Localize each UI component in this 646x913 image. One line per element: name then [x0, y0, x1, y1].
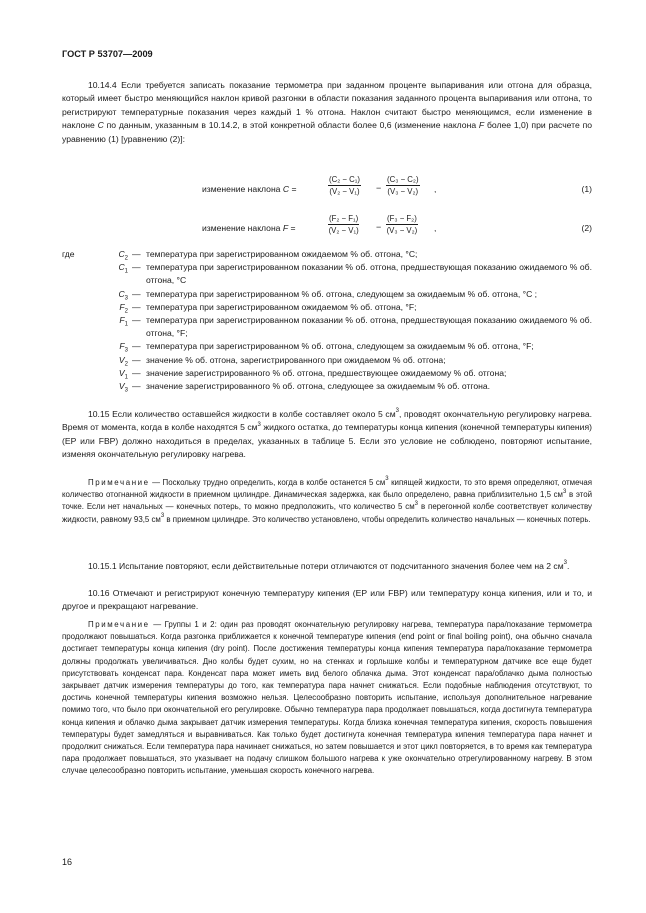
definition-item: $V_2$ — значение % об. отгона, зарегистрированного при ожидаемом % об. отгона;	[118, 354, 446, 368]
definition-item: $F_1$ — температура при зарегистрированном показании % об. отгона, предшествующая показанию ожидаемого % об. отгона, °F;	[119, 315, 592, 339]
note-label: Примечание	[88, 620, 150, 629]
paragraph-10-16: 10.16 Отмечают и регистрируют конечную температуру кипения (EP или FBP) или температуру конца кипения, или и то, и другое и прекращают нагревание.	[62, 588, 592, 612]
note-1: Примечание — Поскольку трудно определить, когда в колбе останется 5 $см^3$ кипящей жидкости, то это время определяют, отмечая количество отогнанной жидкости в приемном цилиндре. Динамическая задержка, как было определено, равна приблизительно 1,5 $см^3$ в этой точке. Если нет начальных — конечных потерь, то можно предположить, что количество 5 $см^3$ в перегонной колбе соответствует количеству жидкости, равному 93,5 $см^3$ в приемном цилиндре. Это количество установлено, чтобы определить количество начальных — конечных потерь.	[62, 476, 592, 524]
note-label: Примечание	[88, 478, 150, 487]
equation-1-fraction-1: $\frac{\text{(C₂ − C₁)}}{\text{(V₂ − V₁)}}$	[329, 175, 360, 196]
equation-2: изменение наклона F = $\frac{\text{(F₂ − F₁)}}{\text{(V₂ − V₁)}}$ − $\frac{\text{(F₃ − F₂)}}{\text{(V₃ − V₂)}}$ , (2)	[202, 214, 592, 235]
definition-item: где $C_2$ — температура при зарегистрированном ожидаемом % об. отгона, °C;	[62, 249, 418, 262]
definition-item: $V_3$ — значение зарегистрированного % об. отгона, следующее за ожидаемым % об. отгона.	[118, 381, 491, 394]
equation-2-lead: изменение наклона F =	[202, 223, 296, 233]
paragraph-10-14-4: 10.14.4 Если требуется записать показание термометра при заданном проценте выпаривания или отгона для образца, который имеет быстро меняющийся наклон кривой разгонки в области показания заданного процента выпаривания или отгона, то регистрируют температурные показания через каждый 1 % отгона. Наклон считают быстро меняющимся, если изменение в наклоне C по данным, указанным в 10.14.2, в этой конкретной области более 0,6 (изменение наклона F более 1,0) при расчете по уравнению (1) [уравнению (2)]:	[62, 80, 593, 144]
definition-item: $C_3$ — температура при зарегистрированном % об. отгона, следующем за ожидаемым % об. отгона, °C ;	[118, 288, 538, 302]
equation-1-fraction-2: $\frac{\text{(C₃ − C₂)}}{\text{(V₃ − V₂)}}$	[387, 175, 419, 196]
standard-header: ГОСТ Р 53707—2009	[62, 49, 153, 59]
definition-item: $F_3$ — температура при зарегистрированном % об. отгона, следующем за ожидаемым % об. отгона, °F;	[119, 341, 534, 355]
equation-1-lead: изменение наклона C =	[202, 184, 297, 194]
equation-1-number: (1)	[581, 184, 592, 194]
equation-1: изменение наклона C = $\frac{\text{(C₂ − C₁)}}{\text{(V₂ − V₁)}}$ − $\frac{\text{(C₃ − C₂)}}{\text{(V₃ − V₂)}}$ , (1)	[202, 175, 592, 196]
paragraph-10-15: 10.15 Если количество оставшейся жидкости в колбе составляет около 5 $см^3$, проводят окончательную регулировку нагрева. Время от момента, когда в колбе находятся 5 $см^3$ жидкого остатка, до температуры конца кипения (конечной температуры кипения) (EP или FBP) должно находиться в пределах, указанных в таблице 5. Если это условие не соблюдено, повторяют испытание, изменяя окончательную регулировку нагрева.	[62, 408, 592, 460]
symbol-definitions	[62, 248, 592, 393]
page-number: 16	[62, 857, 73, 867]
equation-2-number: (2)	[581, 223, 592, 233]
equation-2-fraction-1: $\frac{\text{(F₂ − F₁)}}{\text{(V₂ − V₁)}}$	[328, 214, 359, 235]
definition-item: $C_1$ — температура при зарегистрированном показании % об. отгона, предшествующая показанию ожидаемого % об. отгона, °C	[118, 262, 592, 286]
note-2: Примечание — Группы 1 и 2: один раз проводят окончательную регулировку нагрева, температура пара/показание термометра продолжают повышаться. Когда разгонка приближается к конечной температуре кипения (end point or final boiling point), она обычно сначала достигает температуры конца кипения (dry point). После достижения температуры конца кипения температура пара/показание термометра должны продолжать увеличиваться. Дно колбы будет сухим, но на стенках и горлышке колбы и температурном датчике все еще будет присутствовать конденсат пара. Конденсат пара может иметь вид белого облачка дыма. Этот конденсат пара/облачко дыма полностью закрывает датчик измерения температуры до того, как температура пара начнет снижаться. Если подобные наблюдения отсутствуют, то достичь конечной температуры кипения возможно нельзя. Целесообразно повторить испытание, используя дополнительное нагревание помимо того, что было при окончательной его регулировке. Обычно температура пара продолжает повышаться, когда достигнута температура конца кипения и облачко дыма закрывает датчик измерения температуры. Когда близка конечная температура кипения, скорость повышения температуры будет замедляться и выравниваться. Как только будет достигнута конечная температура кипения температура пара начнет и продолжит снижаться. Если температура пара начинает снижаться, но затем повышается и этот цикл повторяется, в то время как температура пара продолжает повышаться, это указывает на подачу слишком большого нагрева к уже окончательно отрегулированному нагреву. В этом случае целесообразно повторить испытание, уменьшая скорость конечного нагрева.	[62, 620, 592, 776]
definition-item: $F_2$ — температура при зарегистрированном ожидаемом % об. отгона, °F;	[119, 301, 417, 315]
equation-2-fraction-2: $\frac{\text{(F₃ − F₂)}}{\text{(V₃ − V₂)}}$	[386, 214, 418, 235]
paragraph-10-15-1: 10.15.1 Испытание повторяют, если действительные потери отличаются от подсчитанного значения более чем на 2 $см^3$.	[88, 560, 570, 571]
definition-item: $V_1$ — значение зарегистрированного % об. отгона, предшествующее ожидаемому % об. отгона;	[118, 367, 507, 381]
